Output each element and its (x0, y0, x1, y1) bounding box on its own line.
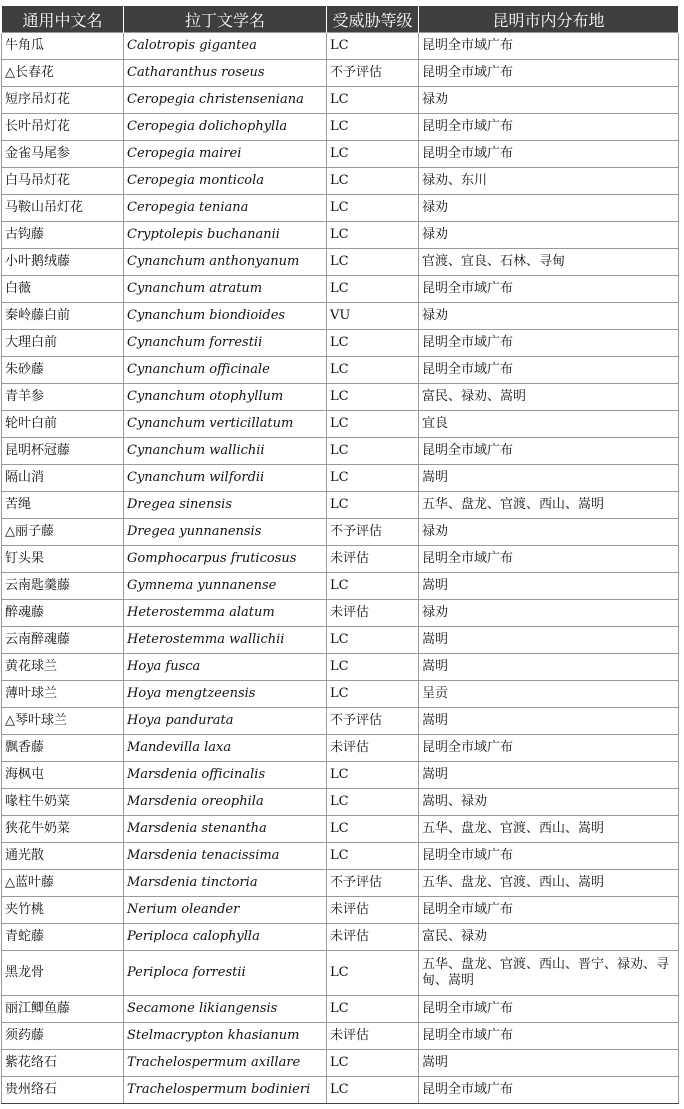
cell-chinese-name: 苦绳 (2, 492, 124, 519)
cell-threat-level: LC (327, 438, 419, 465)
cell-chinese-name: 海枫屯 (2, 762, 124, 789)
cell-latin-name: Ceropegia mairei (124, 141, 327, 168)
cell-latin-name: Cryptolepis buchananii (124, 222, 327, 249)
cell-threat-level: LC (327, 789, 419, 816)
cell-chinese-name: △琴叶球兰 (2, 708, 124, 735)
cell-distribution: 昆明全市域广布 (419, 1077, 679, 1104)
cell-chinese-name: 丽江鲫鱼藤 (2, 996, 124, 1023)
table-row (2, 1077, 679, 1104)
cell-threat-level: LC (327, 87, 419, 114)
cell-threat-level: LC (327, 951, 419, 996)
cell-latin-name: Marsdenia officinalis (124, 762, 327, 789)
table-row (2, 303, 679, 330)
table-row (2, 708, 679, 735)
cell-latin-name: Marsdenia tenacissima (124, 843, 327, 870)
table-row (2, 870, 679, 897)
cell-latin-name: Gymnema yunnanense (124, 573, 327, 600)
cell-chinese-name: 小叶鹅绒藤 (2, 249, 124, 276)
table-row (2, 654, 679, 681)
table-row (2, 276, 679, 303)
header-row (2, 6, 679, 33)
cell-distribution: 嵩明 (419, 762, 679, 789)
cell-latin-name: Cynanchum anthonyanum (124, 249, 327, 276)
cell-distribution: 昆明全市域广布 (419, 357, 679, 384)
table-row (2, 60, 679, 87)
table-row (2, 735, 679, 762)
cell-threat-level: LC (327, 141, 419, 168)
table-row (2, 465, 679, 492)
cell-threat-level: VU (327, 303, 419, 330)
cell-threat-level: LC (327, 465, 419, 492)
cell-threat-level: LC (327, 573, 419, 600)
cell-distribution: 嵩明 (419, 465, 679, 492)
cell-latin-name: Cynanchum wilfordii (124, 465, 327, 492)
cell-chinese-name: 醉魂藤 (2, 600, 124, 627)
cell-distribution: 宜良 (419, 411, 679, 438)
cell-latin-name: Hoya fusca (124, 654, 327, 681)
cell-threat-level: LC (327, 33, 419, 60)
cell-distribution: 嵩明 (419, 573, 679, 600)
cell-distribution: 五华、盘龙、官渡、西山、嵩明 (419, 816, 679, 843)
cell-chinese-name: △蓝叶藤 (2, 870, 124, 897)
cell-latin-name: Marsdenia tinctoria (124, 870, 327, 897)
table-body (2, 33, 679, 1104)
cell-threat-level: 未评估 (327, 897, 419, 924)
cell-latin-name: Periploca forrestii (124, 951, 327, 996)
table-row (2, 1050, 679, 1077)
cell-distribution: 昆明全市域广布 (419, 438, 679, 465)
cell-latin-name: Cynanchum officinale (124, 357, 327, 384)
cell-threat-level: LC (327, 276, 419, 303)
cell-chinese-name: 马鞍山吊灯花 (2, 195, 124, 222)
cell-distribution: 昆明全市域广布 (419, 546, 679, 573)
cell-threat-level: LC (327, 996, 419, 1023)
table-row (2, 411, 679, 438)
cell-distribution: 五华、盘龙、官渡、西山、晋宁、禄劝、寻甸、嵩明 (419, 951, 679, 996)
cell-latin-name: Mandevilla laxa (124, 735, 327, 762)
cell-chinese-name: 青蛇藤 (2, 924, 124, 951)
table-row (2, 897, 679, 924)
cell-threat-level: LC (327, 1077, 419, 1104)
table-row (2, 573, 679, 600)
cell-threat-level: 未评估 (327, 1023, 419, 1050)
cell-chinese-name: 牛角瓜 (2, 33, 124, 60)
cell-latin-name: Trachelospermum axillare (124, 1050, 327, 1077)
cell-chinese-name: 紫花络石 (2, 1050, 124, 1077)
cell-distribution: 禄劝 (419, 519, 679, 546)
cell-chinese-name: 白马吊灯花 (2, 168, 124, 195)
header-threat-level: 受威胁等级 (327, 6, 419, 33)
cell-latin-name: Hoya pandurata (124, 708, 327, 735)
cell-distribution: 昆明全市域广布 (419, 330, 679, 357)
cell-threat-level: LC (327, 222, 419, 249)
table-row (2, 87, 679, 114)
cell-threat-level: LC (327, 1050, 419, 1077)
cell-latin-name: Periploca calophylla (124, 924, 327, 951)
cell-threat-level: LC (327, 249, 419, 276)
cell-distribution: 嵩明 (419, 627, 679, 654)
cell-distribution: 禄劝 (419, 222, 679, 249)
table-row (2, 438, 679, 465)
cell-threat-level: 未评估 (327, 600, 419, 627)
cell-chinese-name: 长叶吊灯花 (2, 114, 124, 141)
cell-chinese-name: 秦岭藤白前 (2, 303, 124, 330)
cell-threat-level: LC (327, 195, 419, 222)
header-chinese-name: 通用中文名 (2, 6, 124, 33)
cell-threat-level: LC (327, 492, 419, 519)
cell-threat-level: 未评估 (327, 546, 419, 573)
cell-chinese-name: 白薇 (2, 276, 124, 303)
table-row (2, 222, 679, 249)
table-header (2, 6, 679, 33)
cell-latin-name: Cynanchum otophyllum (124, 384, 327, 411)
cell-threat-level: LC (327, 627, 419, 654)
cell-chinese-name: 短序吊灯花 (2, 87, 124, 114)
cell-threat-level: 未评估 (327, 735, 419, 762)
species-table (1, 6, 679, 1104)
cell-distribution: 五华、盘龙、官渡、西山、嵩明 (419, 870, 679, 897)
cell-distribution: 禄劝、东川 (419, 168, 679, 195)
cell-distribution: 禄劝 (419, 303, 679, 330)
cell-chinese-name: 青羊参 (2, 384, 124, 411)
cell-latin-name: Cynanchum verticillatum (124, 411, 327, 438)
table-row (2, 141, 679, 168)
table-row (2, 114, 679, 141)
cell-threat-level: LC (327, 168, 419, 195)
cell-distribution: 嵩明、禄劝 (419, 789, 679, 816)
cell-latin-name: Ceropegia teniana (124, 195, 327, 222)
cell-distribution: 官渡、宜良、石林、寻甸 (419, 249, 679, 276)
cell-threat-level: 未评估 (327, 924, 419, 951)
cell-distribution: 昆明全市域广布 (419, 897, 679, 924)
cell-threat-level: LC (327, 762, 419, 789)
cell-latin-name: Cynanchum wallichii (124, 438, 327, 465)
cell-distribution: 昆明全市域广布 (419, 735, 679, 762)
table-row (2, 996, 679, 1023)
header-latin-name: 拉丁文学名 (124, 6, 327, 33)
table-row (2, 492, 679, 519)
cell-distribution: 禄劝 (419, 195, 679, 222)
cell-latin-name: Heterostemma alatum (124, 600, 327, 627)
cell-threat-level: LC (327, 330, 419, 357)
cell-latin-name: Cynanchum forrestii (124, 330, 327, 357)
cell-threat-level: 不予评估 (327, 708, 419, 735)
table-row (2, 195, 679, 222)
table-row (2, 519, 679, 546)
cell-latin-name: Nerium oleander (124, 897, 327, 924)
cell-chinese-name: 狭花牛奶菜 (2, 816, 124, 843)
cell-chinese-name: 贵州络石 (2, 1077, 124, 1104)
cell-threat-level: LC (327, 384, 419, 411)
cell-latin-name: Marsdenia stenantha (124, 816, 327, 843)
cell-latin-name: Cynanchum atratum (124, 276, 327, 303)
cell-threat-level: 不予评估 (327, 519, 419, 546)
cell-chinese-name: 黑龙骨 (2, 951, 124, 996)
table-row (2, 546, 679, 573)
table-row (2, 762, 679, 789)
cell-distribution: 昆明全市域广布 (419, 996, 679, 1023)
cell-distribution: 嵩明 (419, 1050, 679, 1077)
cell-distribution: 昆明全市域广布 (419, 60, 679, 87)
table-row (2, 168, 679, 195)
cell-chinese-name: 云南匙羹藤 (2, 573, 124, 600)
table-row (2, 924, 679, 951)
cell-chinese-name: 大理白前 (2, 330, 124, 357)
cell-distribution: 昆明全市域广布 (419, 276, 679, 303)
table-row (2, 33, 679, 60)
cell-distribution: 富民、禄劝、嵩明 (419, 384, 679, 411)
table-row (2, 357, 679, 384)
table-row (2, 951, 679, 996)
cell-distribution: 五华、盘龙、官渡、西山、嵩明 (419, 492, 679, 519)
cell-threat-level: 不予评估 (327, 60, 419, 87)
cell-chinese-name: 金雀马尾参 (2, 141, 124, 168)
cell-threat-level: 不予评估 (327, 870, 419, 897)
cell-latin-name: Ceropegia christenseniana (124, 87, 327, 114)
cell-threat-level: LC (327, 843, 419, 870)
table-row (2, 816, 679, 843)
cell-latin-name: Cynanchum biondioides (124, 303, 327, 330)
cell-latin-name: Hoya mengtzeensis (124, 681, 327, 708)
table-row (2, 843, 679, 870)
cell-distribution: 富民、禄劝 (419, 924, 679, 951)
cell-chinese-name: 隔山消 (2, 465, 124, 492)
cell-latin-name: Marsdenia oreophila (124, 789, 327, 816)
cell-distribution: 昆明全市域广布 (419, 33, 679, 60)
cell-latin-name: Stelmacrypton khasianum (124, 1023, 327, 1050)
cell-distribution: 昆明全市域广布 (419, 843, 679, 870)
cell-distribution: 昆明全市域广布 (419, 141, 679, 168)
table-row (2, 681, 679, 708)
cell-latin-name: Dregea sinensis (124, 492, 327, 519)
cell-threat-level: LC (327, 411, 419, 438)
cell-distribution: 昆明全市域广布 (419, 1023, 679, 1050)
cell-latin-name: Calotropis gigantea (124, 33, 327, 60)
cell-chinese-name: 钉头果 (2, 546, 124, 573)
cell-distribution: 嵩明 (419, 708, 679, 735)
cell-latin-name: Catharanthus roseus (124, 60, 327, 87)
cell-chinese-name: 薄叶球兰 (2, 681, 124, 708)
cell-chinese-name: 须药藤 (2, 1023, 124, 1050)
cell-distribution: 嵩明 (419, 654, 679, 681)
cell-latin-name: Ceropegia dolichophylla (124, 114, 327, 141)
table-row (2, 600, 679, 627)
cell-chinese-name: 轮叶白前 (2, 411, 124, 438)
cell-latin-name: Secamone likiangensis (124, 996, 327, 1023)
cell-chinese-name: 黄花球兰 (2, 654, 124, 681)
table-row (2, 384, 679, 411)
cell-threat-level: LC (327, 654, 419, 681)
cell-chinese-name: 飘香藤 (2, 735, 124, 762)
cell-distribution: 禄劝 (419, 600, 679, 627)
cell-distribution: 昆明全市域广布 (419, 114, 679, 141)
cell-chinese-name: 昆明杯冠藤 (2, 438, 124, 465)
header-distribution: 昆明市内分布地 (419, 6, 679, 33)
cell-chinese-name: 朱砂藤 (2, 357, 124, 384)
cell-latin-name: Ceropegia monticola (124, 168, 327, 195)
table-row (2, 789, 679, 816)
table-row (2, 249, 679, 276)
cell-latin-name: Gomphocarpus fruticosus (124, 546, 327, 573)
cell-threat-level: LC (327, 816, 419, 843)
cell-chinese-name: 夹竹桃 (2, 897, 124, 924)
cell-threat-level: LC (327, 357, 419, 384)
cell-distribution: 呈贡 (419, 681, 679, 708)
cell-threat-level: LC (327, 681, 419, 708)
cell-chinese-name: 古钩藤 (2, 222, 124, 249)
cell-latin-name: Trachelospermum bodinieri (124, 1077, 327, 1104)
cell-distribution: 禄劝 (419, 87, 679, 114)
cell-latin-name: Dregea yunnanensis (124, 519, 327, 546)
cell-latin-name: Heterostemma wallichii (124, 627, 327, 654)
table-row (2, 330, 679, 357)
cell-chinese-name: △丽子藤 (2, 519, 124, 546)
cell-chinese-name: 通光散 (2, 843, 124, 870)
table-row (2, 627, 679, 654)
cell-threat-level: LC (327, 114, 419, 141)
table-row (2, 1023, 679, 1050)
cell-chinese-name: 喙柱牛奶菜 (2, 789, 124, 816)
cell-chinese-name: 云南醉魂藤 (2, 627, 124, 654)
cell-chinese-name: △长春花 (2, 60, 124, 87)
